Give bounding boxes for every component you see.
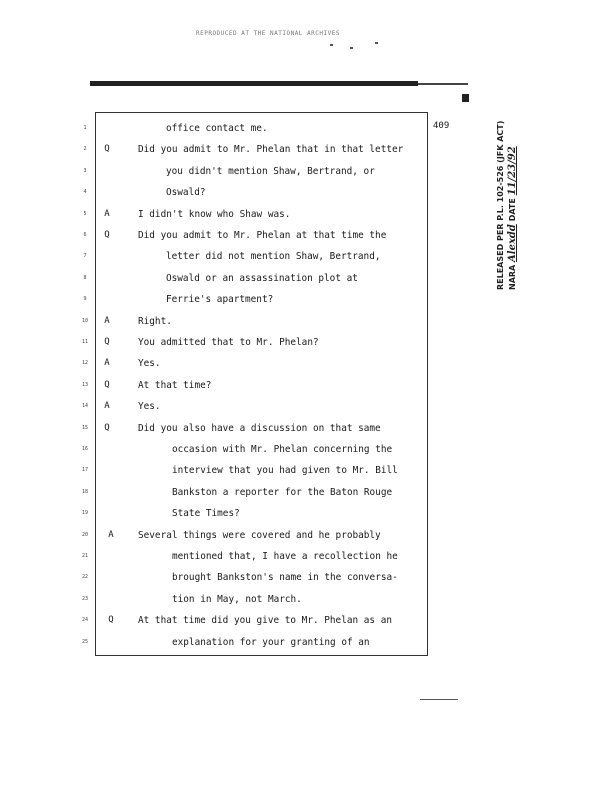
transcript-text: office contact me.	[166, 123, 268, 134]
transcript-text: Ferrie's apartment?	[166, 294, 274, 306]
top-rule	[90, 81, 418, 86]
corner-mark	[462, 94, 469, 102]
line-number: 9	[83, 296, 87, 303]
transcript-line	[0, 336, 430, 350]
transcript-text: You admitted that to Mr. Phelan?	[138, 337, 319, 348]
page-number: 409	[433, 121, 450, 131]
scan-speck	[330, 44, 333, 46]
line-number: 6	[83, 232, 87, 238]
speaker-label: Q	[104, 379, 110, 390]
transcript-text: Did you also have a discussion on that same	[138, 422, 381, 434]
line-number: 16	[81, 446, 89, 452]
date-label: DATE	[508, 198, 517, 222]
line-number: 14	[81, 403, 89, 410]
transcript-text: letter did not mention Shaw, Bertrand,	[166, 251, 381, 263]
line-number: 3	[83, 167, 87, 174]
transcript-text: Yes.	[138, 401, 161, 413]
transcript-line	[0, 272, 430, 286]
transcript-text: Right.	[138, 315, 172, 327]
transcript-line	[0, 186, 430, 200]
transcript-text: Oswald or an assassination plot at	[166, 272, 358, 284]
speaker-label: A	[104, 358, 110, 369]
line-number: 5	[83, 210, 87, 217]
transcript-line	[0, 293, 430, 307]
line-number: 7	[83, 253, 87, 260]
speaker-label: Q	[104, 337, 110, 347]
transcript-text: tion in May, not March.	[172, 593, 302, 605]
scan-speck	[350, 47, 353, 49]
speaker-label: A	[108, 529, 114, 540]
transcript-text: brought Bankston's name in the conversa-	[172, 572, 398, 584]
transcript-text: Bankston a reporter for the Baton Rouge	[172, 486, 393, 498]
transcript-line	[0, 614, 430, 628]
bottom-mark	[420, 699, 458, 700]
line-number: 18	[81, 488, 89, 495]
transcript-line	[0, 315, 430, 329]
date-value: 11/23/92	[507, 146, 518, 196]
line-number: 20	[81, 531, 89, 538]
speaker-label: A	[104, 315, 110, 326]
transcript-line	[0, 486, 430, 500]
line-number: 15	[81, 424, 89, 431]
speaker-label: Q	[104, 422, 110, 433]
transcript-text: interview that you had given to Mr. Bill	[172, 465, 398, 477]
transcript-line	[0, 507, 430, 521]
transcript-text: Oswald?	[166, 187, 206, 199]
archive-header-stamp: REPRODUCED AT THE NATIONAL ARCHIVES	[196, 30, 340, 37]
transcript-line	[0, 443, 430, 457]
speaker-label: A	[104, 208, 110, 219]
speaker-label: Q	[108, 615, 114, 626]
transcript-line	[0, 571, 430, 585]
speaker-label: A	[104, 401, 110, 412]
transcript-line	[0, 400, 430, 414]
transcript-line	[0, 379, 430, 393]
transcript-line	[0, 165, 430, 179]
line-number: 2	[83, 146, 87, 153]
transcript-line	[0, 593, 430, 607]
speaker-label: Q	[104, 144, 110, 155]
line-number: 12	[81, 360, 89, 367]
line-number: 17	[81, 467, 89, 474]
transcript-text: explanation for your granting of an	[172, 636, 370, 648]
line-number: 23	[81, 595, 89, 602]
release-stamp-nara-line	[507, 121, 519, 290]
transcript-line	[0, 464, 430, 478]
transcript-line	[0, 357, 430, 371]
transcript-text: At that time?	[138, 379, 212, 391]
transcript-text: State Times?	[172, 508, 240, 520]
transcript-text: Several things were covered and he probably	[138, 529, 381, 541]
transcript-line	[0, 250, 430, 264]
transcript-text: occasion with Mr. Phelan concerning the	[172, 444, 393, 455]
transcript-text: Yes.	[138, 358, 161, 370]
transcript-line	[0, 529, 430, 543]
release-stamp-line: RELEASED PER P.L. 102-526 (JFK ACT)	[496, 120, 505, 290]
transcript-text: Did you admit to Mr. Phelan that in that letter	[138, 144, 404, 156]
line-number: 19	[81, 510, 89, 517]
transcript-line	[0, 143, 430, 157]
line-number: 21	[81, 553, 89, 559]
nara-signature: Alexdd	[507, 224, 518, 262]
line-number: 13	[81, 381, 89, 388]
transcript-line	[0, 122, 430, 136]
transcript-line	[0, 636, 430, 650]
nara-label: NARA	[508, 264, 517, 290]
line-number: 4	[83, 189, 87, 196]
transcript-text: At that time did you give to Mr. Phelan as an	[138, 615, 392, 627]
line-number: 11	[81, 339, 89, 345]
scan-speck	[375, 42, 378, 44]
transcript-line	[0, 229, 430, 243]
transcript-text: Did you admit to Mr. Phelan at that time the	[138, 230, 387, 241]
line-number: 24	[81, 617, 89, 624]
transcript-line	[0, 208, 430, 222]
release-stamp	[495, 121, 519, 290]
speaker-label: Q	[104, 230, 110, 240]
line-number: 8	[83, 274, 87, 281]
line-number: 10	[81, 317, 89, 324]
line-number: 22	[81, 574, 89, 581]
transcript-text: you didn't mention Shaw, Bertrand, or	[166, 165, 375, 177]
transcript-line	[0, 550, 430, 564]
transcript-text: I didn't know who Shaw was.	[138, 208, 291, 220]
transcript-line	[0, 422, 430, 436]
top-rule-thin	[418, 83, 468, 85]
line-number: 1	[83, 125, 87, 131]
line-number: 25	[81, 638, 89, 645]
transcript-text: mentioned that, I have a recollection he	[172, 551, 398, 562]
